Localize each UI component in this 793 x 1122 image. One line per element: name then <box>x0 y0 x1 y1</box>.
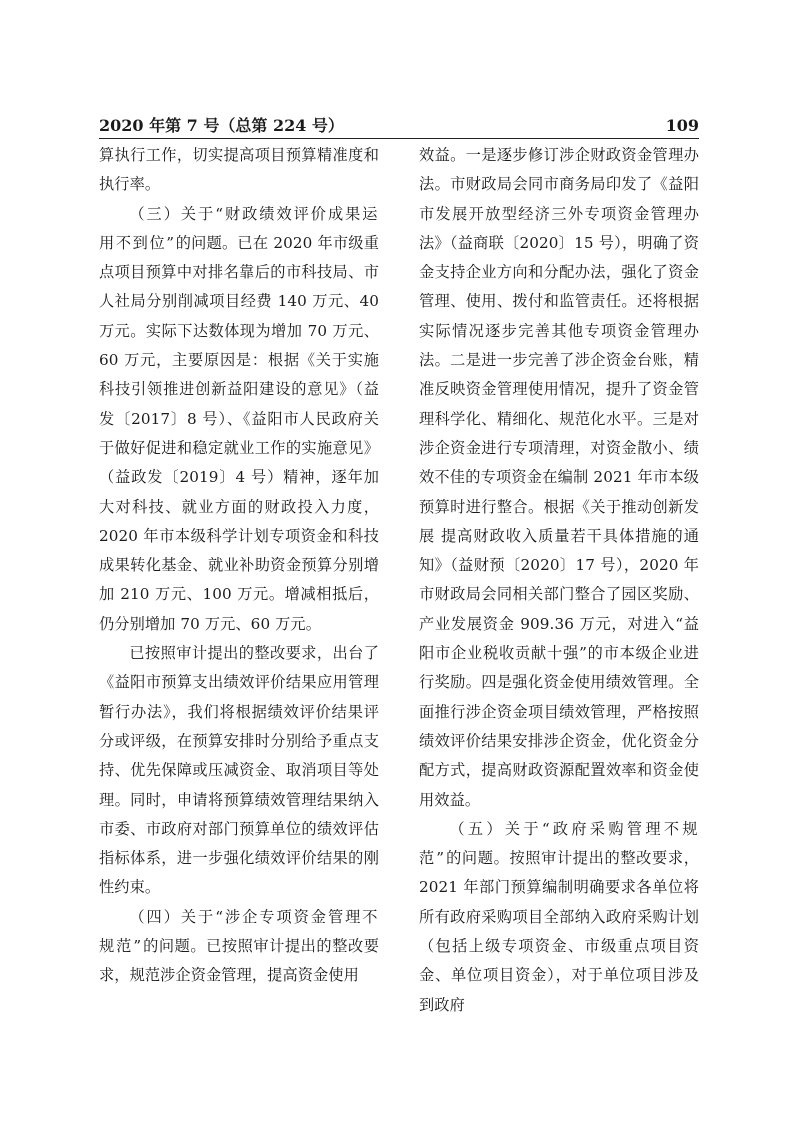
page-header <box>99 115 699 137</box>
header-rule <box>99 138 699 139</box>
issue-label: 2020 年第 7 号（总第 224 号） <box>99 116 344 135</box>
paragraph <box>99 903 379 991</box>
paragraph <box>419 815 699 1020</box>
paragraph-text: 的问题。按照审计提出的整改要求，2021 年部门预算编制明确要求各单位将所有政府采购项目全部纳入政府采购计划（包括上级专项资金、市级重点项目资金、单位项目资金），对于单位项目涉及到政府 <box>419 849 699 1014</box>
paragraph-text: 的问题。已按照审计提出的整改要求，规范涉企资金管理，提高资金使用 <box>99 937 380 985</box>
section-heading: （三）关于“财政绩效评价成果运用不到位” <box>99 204 379 252</box>
paragraph <box>99 200 379 639</box>
paragraph: 算执行工作，切实提高项目预算精准度和执行率。 <box>99 146 379 194</box>
section-heading: （五）关于“政府采购管理不规范” <box>419 819 699 868</box>
paragraph: 已按照审计提出的整改要求，出台了《益阳市预算支出绩效评价结果应用管理暂行办法》，我们将根据绩效评价结果评分或评级，在预算安排时分别给予重点支持、优先保障或压减资金、取消项目等处理。同时，申请将预算绩效管理结果纳入市委、市政府对部门预算单位的绩效评估指标体系，进一步强化绩效评价结果的刚性约束。 <box>99 644 379 897</box>
right-column <box>419 141 699 1020</box>
paragraph: 效益。一是逐步修订涉企财政资金管理办法。市财政局会同市商务局印发了《益阳市发展开放型经济三外专项资金管理办法》（益商联〔2020〕15 号），明确了资金支持企业方向和分配办法，强化了资金管理、使用、拨付和监管责任。还将根据实际情况逐步完善其他专项资金管理办法。二是进一步完善了涉企资金台账，精准反映资金管理使用情况，提升了资金管理科学化、精细化、规范化水平。三是对涉企资金进行专项清理，对资金散小、绩效不佳的专项资金在编制 2021 年市本级预算时进行整合。根据《关于推动创新发展 提高财政收入质量若干具体措施的通知》（益财预〔2020〕17 号），2020 年市财政局会同相关部门整合了园区奖励、产业发展资金 909.36 万元，对进入“益阳市企业税收贡献十强”的市本级企业进行奖励。四是强化资金使用绩效管理。全面推行涉企资金项目绩效管理，严格按照绩效评价结果安排涉企资金，优化资金分配方式，提高财政资源配置效率和资金使用效益。 <box>419 146 699 809</box>
paragraph-text: 的问题。已在 2020 年市级重点项目预算中对排名靠后的市科技局、市人社局分别削减项目经费 140 万元、40 万元。实际下达数体现为增加 70 万元、60 万元，主要原因是：根据《关于实施科技引领推进创新益阳建设的意见》（益发〔2017〕8 号）、《益阳市人民政府关于做好促进和稳定就业工作的实施意见》（益政发〔2019〕4 号）精神，逐年加大对科技、就业方面的财政投入力度，2020 年市本级科学计划专项资金和科技成果转化基金、就业补助资金预算分别增加 210 万元、100 万元。增减相抵后，仍分别增加 70 万元、60 万元。 <box>99 233 380 633</box>
left-column <box>99 141 379 991</box>
section-heading: （四）关于“涉企专项资金管理不规范” <box>99 907 379 956</box>
page-number: 109 <box>665 116 699 135</box>
